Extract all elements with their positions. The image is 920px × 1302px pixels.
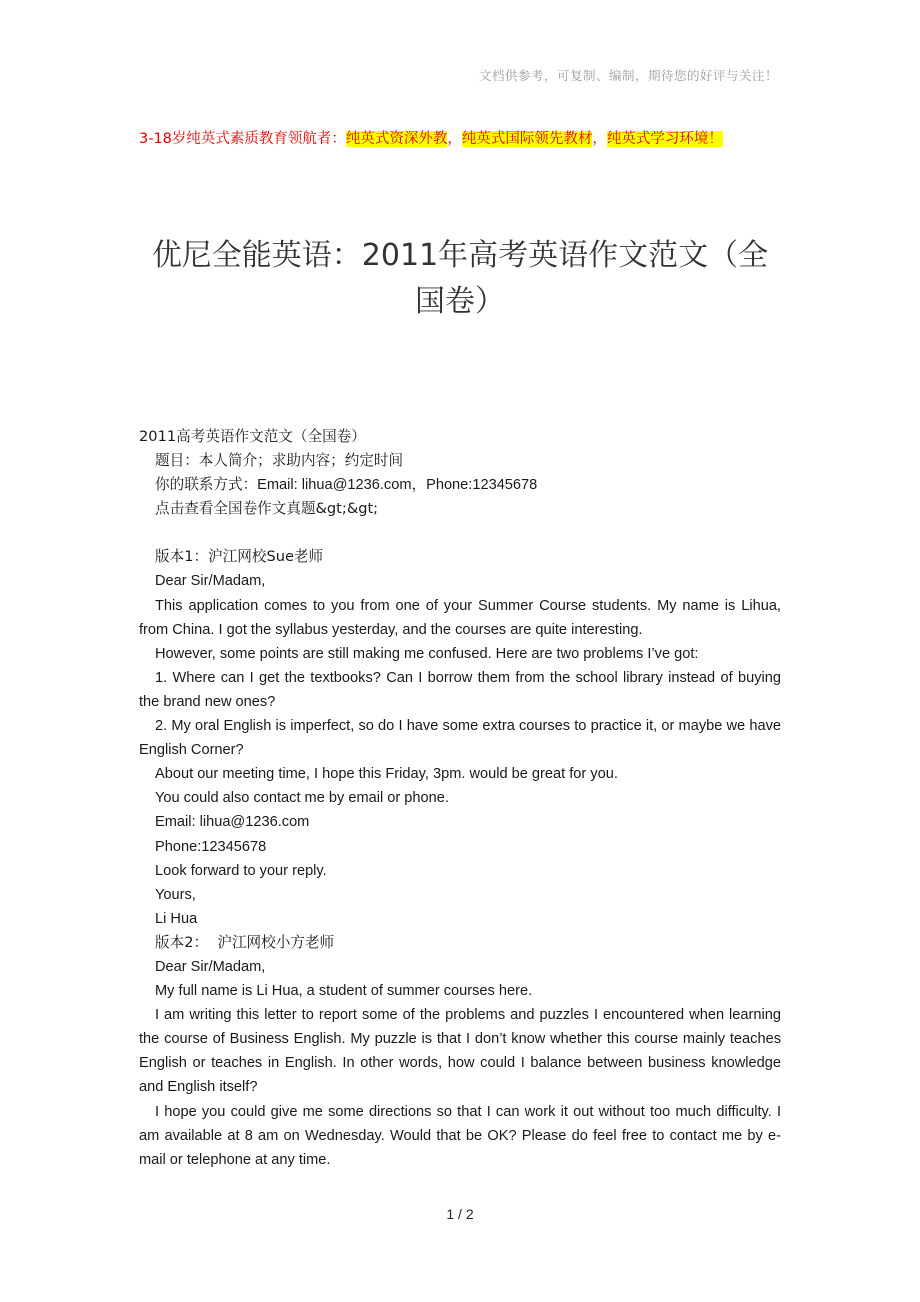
page-number: 1 / 2 (446, 1206, 474, 1222)
letter-paragraph: My full name is Li Hua, a student of summer courses here. (155, 983, 533, 1000)
letter-greeting: Dear Sir/Madam, (155, 573, 266, 590)
promo-prefix: 3-18岁纯英式素质教育领航者： (139, 131, 346, 147)
intro-heading: 2011高考英语作文范文（全国卷） (139, 428, 366, 445)
letter-closing: Look forward to your reply. (155, 862, 327, 879)
letter-paragraph: 2. My oral English is imperfect, so do I have some extra courses to practice it, or maybe we have English Corner? (139, 718, 781, 759)
promo-highlight-1: 纯英式资深外教 (345, 131, 448, 147)
exam-link[interactable]: 点击查看全国卷作文真题&gt;&gt; (155, 500, 379, 518)
spacer (139, 521, 781, 545)
letter-email: Email: lihua@1236.com (155, 814, 310, 831)
letter-paragraph: I am writing this letter to report some of the problems and puzzles I encountered when learning the course of Business English. My puzzle is that I don’t know whether this course mainly teaches English or teaches in English. In other words, how could I balance between business knowledge and English itself? (139, 1007, 781, 1096)
intro-topic: 题目：本人简介；求助内容；约定时间 (155, 452, 404, 470)
watermark-text: 文档供参考，可复制、编制，期待您的好评与关注！ (478, 68, 778, 83)
title-line-1: 优尼全能英语：2011年高考英语作文范文（全 (151, 238, 769, 273)
letter-paragraph: This application comes to you from one of your Summer Course students. My name is Lihua, from China. I got the syllabus yesterday, and the courses are quite interesting. (139, 597, 781, 638)
letter-paragraph: However, some points are still making me confused. Here are two problems I’ve got: (155, 645, 699, 662)
version-1-label: 版本1：沪江网校Sue老师 (155, 548, 324, 566)
promo-highlight-2: 纯英式国际领先教材 (461, 131, 593, 147)
document-title (140, 233, 780, 325)
letter-paragraph: You could also contact me by email or phone. (155, 790, 449, 807)
title-line-2: 国卷） (415, 284, 505, 319)
letter-signature: Li Hua (155, 910, 198, 927)
letter-signoff: Yours, (155, 886, 196, 903)
document-body (139, 425, 781, 1172)
promo-banner (139, 127, 723, 148)
promo-separator: ， (447, 131, 462, 147)
letter-paragraph: 1. Where can I get the textbooks? Can I borrow them from the school library instead of buying the brand new ones? (139, 669, 781, 710)
letter-paragraph: I hope you could give me some directions so that I can work it out without too much difficulty. I am available at 8 am on Wednesday. Would that be OK? Please do feel free to contact me by e-mail or telephone at any time. (139, 1103, 781, 1168)
letter-greeting: Dear Sir/Madam, (155, 958, 266, 975)
promo-separator: ， (592, 131, 607, 147)
letter-phone: Phone:12345678 (155, 838, 267, 855)
promo-highlight-3: 纯英式学习环境！ (606, 131, 723, 147)
letter-paragraph: About our meeting time, I hope this Friday, 3pm. would be great for you. (155, 766, 618, 783)
version-2-label: 版本2： 沪江网校小方老师 (155, 933, 335, 951)
intro-contact: 你的联系方式：Email: lihua@1236.com，Phone:12345678 (155, 477, 538, 494)
